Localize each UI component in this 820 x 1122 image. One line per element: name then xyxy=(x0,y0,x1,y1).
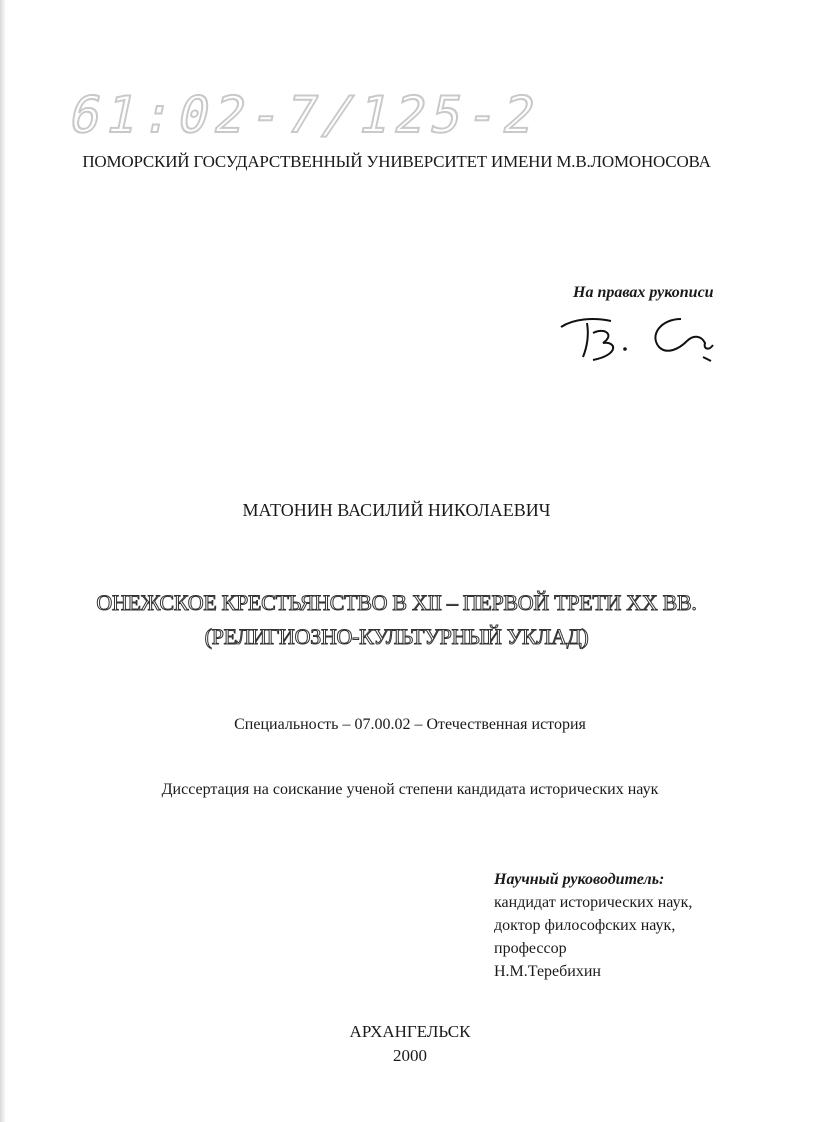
university-name: ПОМОРСКИЙ ГОСУДАРСТВЕННЫЙ УНИВЕРСИТЕТ ИМЕНИ М.В.ЛОМОНОСОВА xyxy=(82,152,711,171)
city-name: АРХАНГЕЛЬСК xyxy=(349,1022,471,1041)
author-signature xyxy=(553,305,733,370)
author-name: МАТОНИН ВАСИЛИЙ НИКОЛАЕВИЧ xyxy=(242,500,551,520)
title-line-1: ОНЕЖСКОЕ КРЕСТЬЯНСТВО В XII – ПЕРВОЙ ТРЕТИ XX ВВ. xyxy=(96,590,697,615)
specialty-line: Специальность – 07.00.02 – Отечественная история xyxy=(234,716,586,733)
degree-statement: Диссертация на соискание ученой степени кандидата исторических наук xyxy=(161,781,659,798)
supervisor-block xyxy=(494,868,692,983)
place-and-year xyxy=(0,1020,820,1068)
supervisor-label: Научный руководитель: xyxy=(494,871,665,888)
archive-stamp xyxy=(64,72,547,152)
archive-stamp-text: 61:02-7/125-2 xyxy=(64,85,547,144)
rights-note: На правах рукописи xyxy=(573,284,714,301)
supervisor-name: Н.М.Теребихин xyxy=(494,963,601,980)
dissertation-title xyxy=(0,586,793,654)
supervisor-line: доктор философских наук, xyxy=(494,917,676,934)
title-line-2: (РЕЛИГИОЗНО-КУЛЬТУРНЫЙ УКЛАД) xyxy=(204,624,589,649)
year: 2000 xyxy=(393,1046,427,1065)
supervisor-line: кандидат исторических наук, xyxy=(494,894,693,911)
supervisor-line: профессор xyxy=(494,940,567,957)
